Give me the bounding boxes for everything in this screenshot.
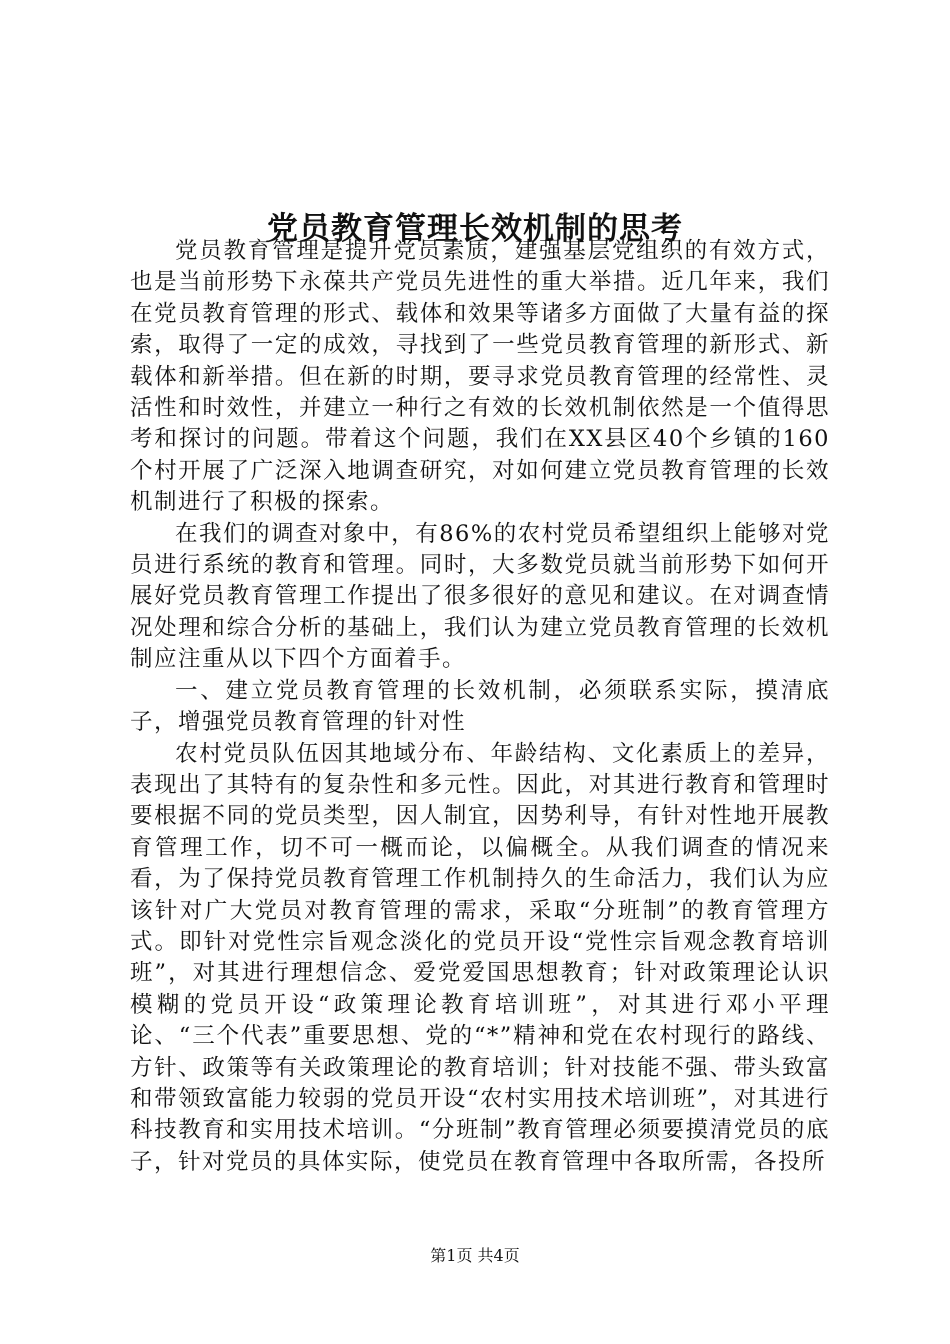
- section-heading-one: 一、建立党员教育管理的长效机制，必须联系实际，摸清底子，增强党员教育管理的针对性: [130, 677, 830, 736]
- document-body: [130, 236, 830, 1178]
- paragraph-survey: 在我们的调查对象中，有86%的农村党员希望组织上能够对党员进行系统的教育和管理。同时，大多数党员就当前形势下如何开展好党员教育管理工作提出了很多很好的意见和建议。在对调查情况处理和综合分析的基础上，我们认为建立党员教育管理的长效机制应注重从以下四个方面着手。: [130, 520, 830, 673]
- paragraph-section-one: 农村党员队伍因其地域分布、年龄结构、文化素质上的差异，表现出了其特有的复杂性和多元性。因此，对其进行教育和管理时要根据不同的党员类型，因人制宜，因势利导，有针对性地开展教育管理工作，切不可一概而论，以偏概全。从我们调查的情况来看，为了保持党员教育管理工作机制持久的生命活力，我们认为应该针对广大党员对教育管理的需求，采取“分班制”的教育管理方式。即针对党性宗旨观念淡化的党员开设“党性宗旨观念教育培训班”，对其进行理想信念、爱党爱国思想教育；针对政策理论认识模糊的党员开设“政策理论教育培训班”，对其进行邓小平理论、“三个代表”重要思想、党的“*”精神和党在农村现行的路线、方针、政策等有关政策理论的教育培训；针对技能不强、带头致富和带领致富能力较弱的党员开设“农村实用技术培训班”，对其进行科技教育和实用技术培训。“分班制”教育管理必须要摸清党员的底子，针对党员的具体实际，使党员在教育管理中各取所需，各投所: [130, 740, 830, 1175]
- paragraph-intro: 党员教育管理是提升党员素质，建强基层党组织的有效方式，也是当前形势下永葆共产党员先进性的重大举措。近几年来，我们在党员教育管理的形式、载体和效果等诸多方面做了大量有益的探索，取得了一定的成效，寻找到了一些党员教育管理的新形式、新载体和新举措。但在新的时期，要寻求党员教育管理的经常性、灵活性和时效性，并建立一种行之有效的长效机制依然是一个值得思考和探讨的问题。带着这个问题，我们在XX县区40个乡镇的160个村开展了广泛深入地调查研究，对如何建立党员教育管理的长效机制进行了积极的探索。: [130, 238, 830, 516]
- document-title: 党员教育管理长效机制的思考: [267, 210, 683, 247]
- page-number-footer: 第1页 共4页: [430, 1246, 520, 1265]
